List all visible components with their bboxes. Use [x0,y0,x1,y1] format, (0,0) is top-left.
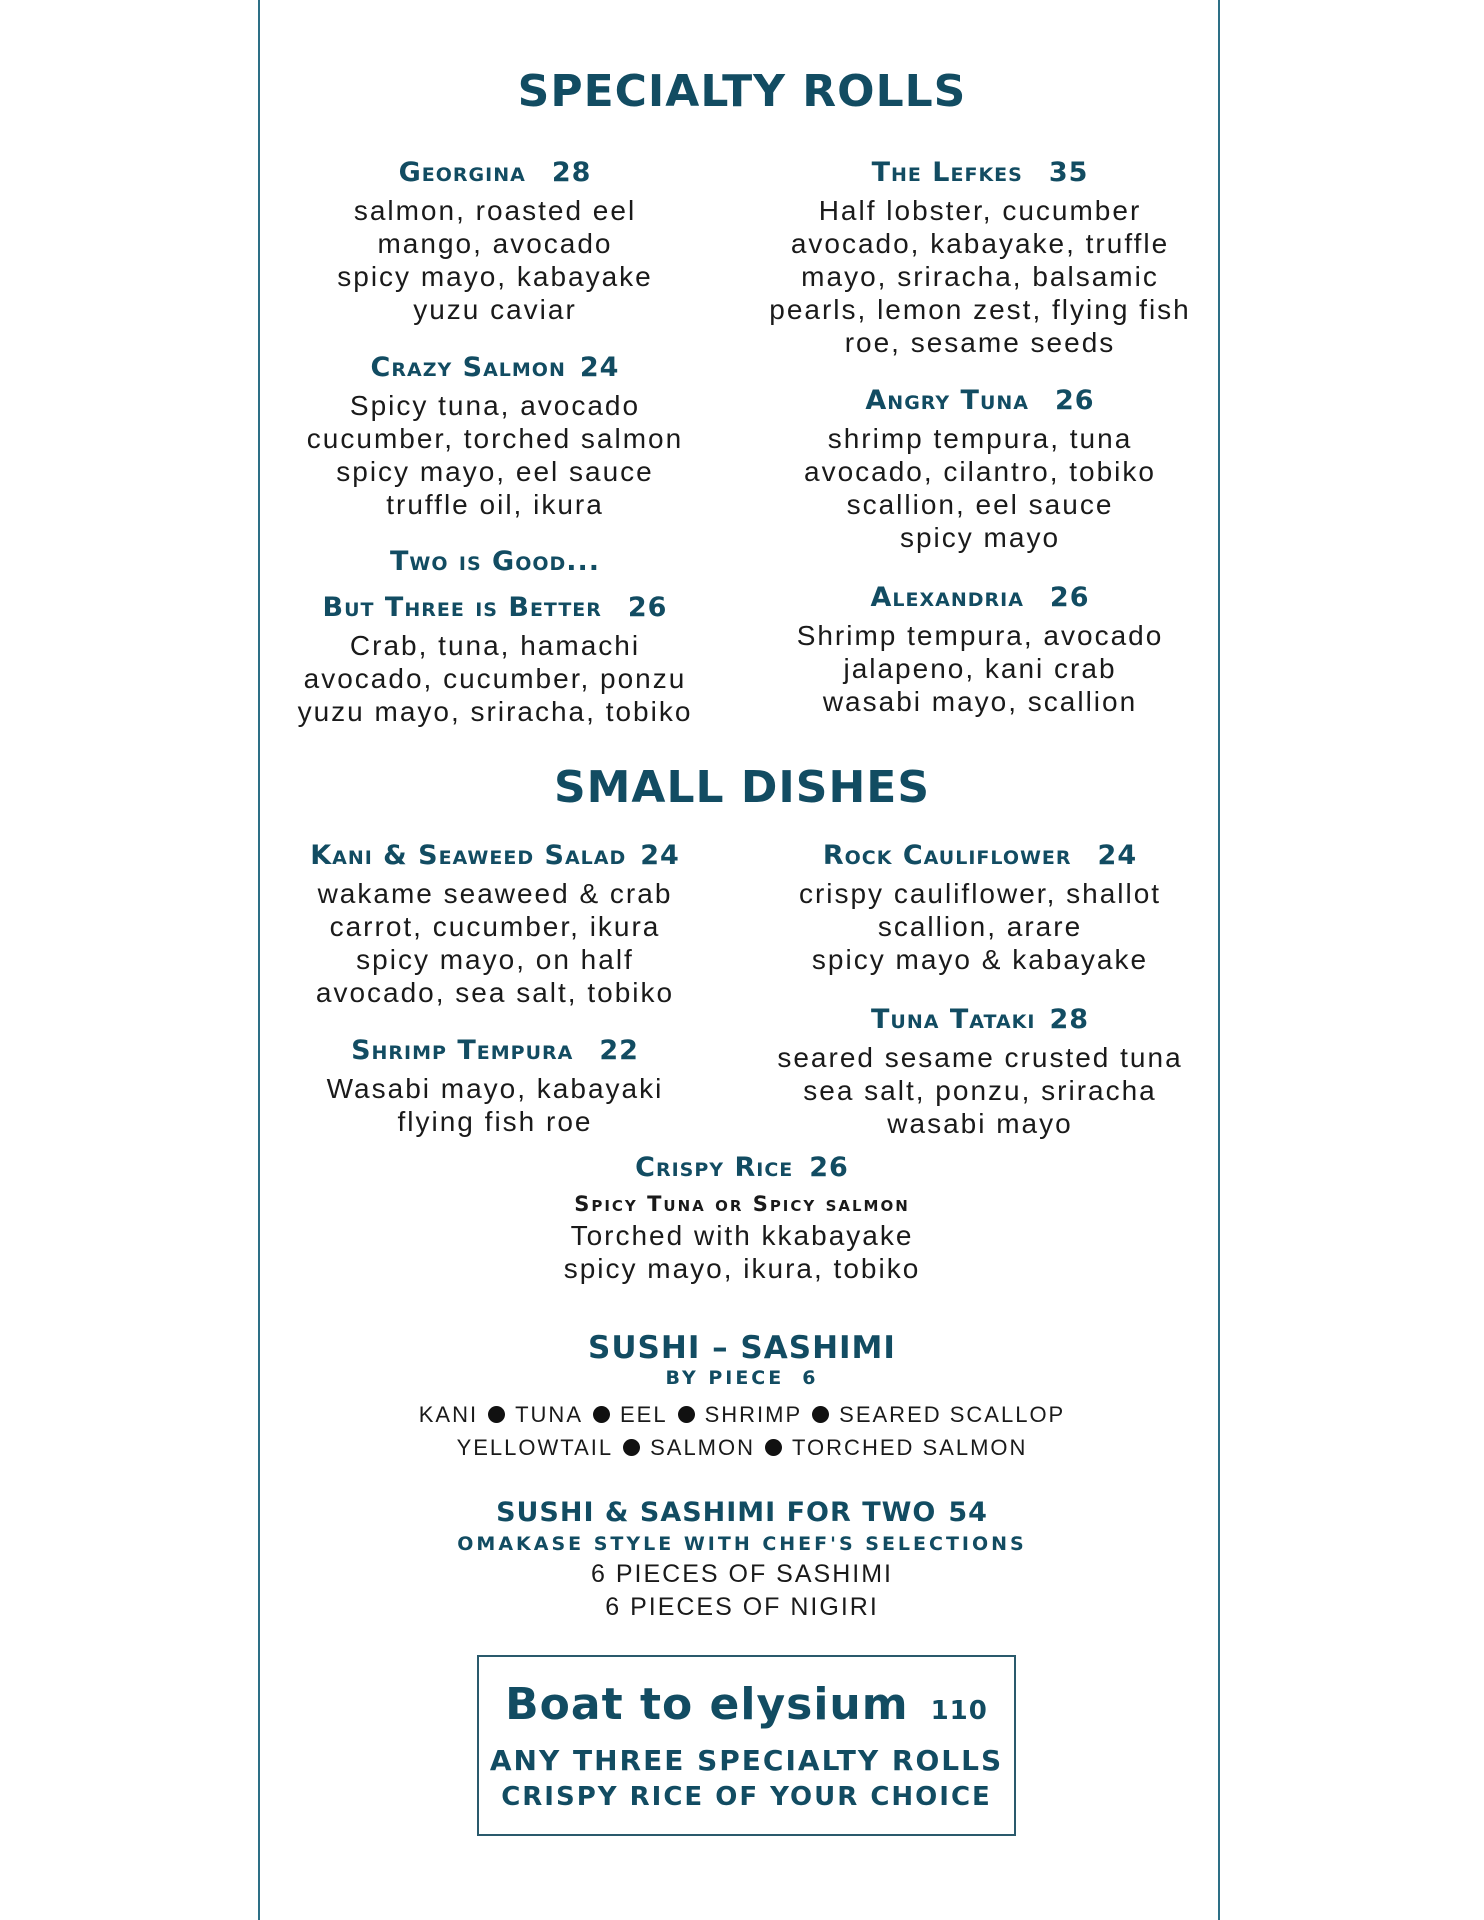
item-desc-line: Spicy tuna, avocado [349,390,641,421]
item-price: 24 [1097,840,1138,871]
item-name-text: Shrimp Tempura [351,1035,574,1066]
item-desc-line: spicy mayo, ikura, tobiko [563,1253,921,1284]
item-desc-line: mayo, sriracha, balsamic [801,261,1159,292]
item-desc-line: salmon, roasted eel [353,195,637,226]
menu-item-rock-cauliflower [750,837,1210,976]
item-name [492,1149,992,1187]
bullet-icon [623,1439,640,1456]
bullet-icon [812,1406,829,1423]
item-name-text: But Three is Better [322,592,602,623]
item-desc-line: flying fish roe [397,1106,593,1137]
item-name-line1: Two is Good... [389,546,601,577]
item-name [750,579,1210,617]
menu-item-two-is-good [270,543,720,728]
item-desc-line: yuzu caviar [413,294,577,325]
menu-item-kani-seaweed-salad [270,837,720,1009]
item-price: 26 [1049,582,1090,613]
item-desc-line: seared sesame crusted tuna [777,1042,1183,1073]
menu-item-shrimp-tempura [270,1032,720,1138]
item-desc-line: 6 PIECES OF NIGIRI [605,1593,879,1621]
by-piece-label: BY PIECE [665,1367,785,1389]
bullet-icon [765,1439,782,1456]
item-desc-line: spicy mayo, eel sauce [336,456,654,487]
item-desc-line: 6 PIECES OF SASHIMI [591,1560,893,1588]
item-desc-line: wasabi mayo [887,1108,1073,1139]
item-price: 26 [627,592,668,623]
item-desc-line: spicy mayo & kabayake [811,944,1149,975]
item-desc-line: wakame seaweed & crab [317,878,673,909]
item-name-text: Kani & Seaweed Salad [310,840,627,871]
boat-title-text: Boat to elysium [505,1679,909,1730]
item-price: 54 [948,1497,988,1528]
right-border-line [1218,0,1220,1920]
item-desc-line: avocado, sea salt, tobiko [315,977,675,1008]
item-name [750,837,1210,875]
menu-item-alexandria [750,579,1210,718]
item-subtitle: OMAKASE STYLE WITH CHEF'S SELECTIONS [457,1533,1027,1555]
by-piece-line [342,1366,1142,1390]
item-price: 26 [809,1152,849,1183]
item-name [280,349,710,387]
item-desc-line: Torched with kkabayake [570,1220,914,1251]
item-name [750,154,1210,192]
item-desc-line: truffle oil, ikura [386,489,604,520]
boat-desc-line: ANY THREE SPECIALTY ROLLS [489,1744,1004,1777]
item-desc-line: shrimp tempura, tuna [827,423,1133,454]
item-desc-line: carrot, cucumber, ikura [329,911,661,942]
item-name-text: Angry Tuna [865,385,1029,416]
item-price: 6 [802,1367,819,1389]
item-desc-line: spicy mayo [899,522,1061,553]
fish-salmon: SALMON [650,1435,756,1460]
menu-item-crazy-salmon [280,349,710,521]
item-desc-line: roe, sesame seeds [844,327,1116,358]
fish-kani: KANI [418,1402,479,1427]
fish-list-line-1 [342,1398,1142,1431]
item-desc-line: scallion, arare [877,911,1083,942]
item-desc-line: yuzu mayo, sriracha, tobiko [297,696,693,727]
item-desc-line: wasabi mayo, scallion [822,686,1138,717]
item-name-text: Alexandria [870,582,1024,613]
sushi-sashimi-for-two [392,1496,1092,1624]
left-border-line [258,0,260,1920]
bullet-icon [678,1406,695,1423]
bullet-icon [593,1406,610,1423]
fish-shrimp: SHRIMP [704,1402,803,1427]
item-price: 28 [551,157,592,188]
boat-desc-line: CRISPY RICE OF YOUR CHOICE [501,1782,992,1812]
sushi-sashimi-section [342,1330,1142,1464]
item-name [750,1001,1210,1039]
item-subtitle: Spicy Tuna or Spicy salmon [574,1192,910,1216]
item-desc-line: sea salt, ponzu, sriracha [803,1075,1157,1106]
item-desc-line: Half lobster, cucumber [818,195,1142,226]
fish-list-line-2 [342,1431,1142,1464]
item-price: 22 [599,1035,639,1066]
boat-price: 110 [930,1696,988,1726]
item-name-text: Tuna Tataki [870,1004,1036,1035]
menu-item-the-lefkes [750,154,1210,359]
fish-tuna: TUNA [515,1402,583,1427]
item-name [750,382,1210,420]
fish-seared-scallop: SEARED SCALLOP [839,1402,1066,1427]
item-price: 28 [1049,1004,1090,1035]
item-desc-line: spicy mayo, on half [356,944,634,975]
item-desc-line: spicy mayo, kabayake [337,261,653,292]
item-name-text: Crazy Salmon [370,352,566,383]
item-desc-line: crispy cauliflower, shallot [798,878,1162,909]
item-name-text: Georgina [398,157,526,188]
fish-torched-salmon: TORCHED SALMON [792,1435,1028,1460]
item-name [270,589,720,627]
specialty-rolls-title: SPECIALTY ROLLS [517,66,967,117]
item-desc-line: mango, avocado [377,228,613,259]
item-desc-line: Wasabi mayo, kabayaki [326,1073,664,1104]
item-desc-line: scallion, eel sauce [846,489,1114,520]
item-name-text: The Lefkes [871,157,1023,188]
item-name-text: SUSHI & SASHIMI FOR TWO [496,1497,937,1528]
item-price: 24 [640,840,680,871]
item-desc-line: jalapeno, kani crab [843,653,1117,684]
item-desc-line: Crab, tuna, hamachi [349,630,641,661]
item-price: 26 [1055,385,1095,416]
menu-item-angry-tuna [750,382,1210,554]
section-heading [392,1496,1092,1530]
menu-item-georgina [280,154,710,326]
boat-to-elysium-box [477,1655,1016,1836]
item-desc-line: cucumber, torched salmon [306,423,684,454]
small-dishes-title: SMALL DISHES [553,762,931,813]
menu-item-crispy-rice [492,1149,992,1285]
item-desc-line: Shrimp tempura, avocado [796,620,1164,651]
menu-item-tuna-tataki [750,1001,1210,1140]
item-desc-line: avocado, cilantro, tobiko [804,456,1156,487]
item-name-text: Rock Cauliflower [822,840,1072,871]
item-name [270,837,720,875]
item-desc-line: avocado, cucumber, ponzu [303,663,687,694]
item-price: 24 [579,352,620,383]
boat-title [479,1681,1014,1735]
bullet-icon [488,1406,505,1423]
fish-eel: EEL [620,1402,668,1427]
item-desc-line: avocado, kabayake, truffle [790,228,1170,259]
item-name-text: Crispy Rice [635,1152,794,1183]
item-price: 35 [1048,157,1089,188]
section-heading: SUSHI – SASHIMI [588,1330,896,1366]
item-desc-line: pearls, lemon zest, flying fish [769,294,1191,325]
item-name [280,154,710,192]
fish-yellowtail: YELLOWTAIL [456,1435,614,1460]
item-name [270,1032,720,1070]
